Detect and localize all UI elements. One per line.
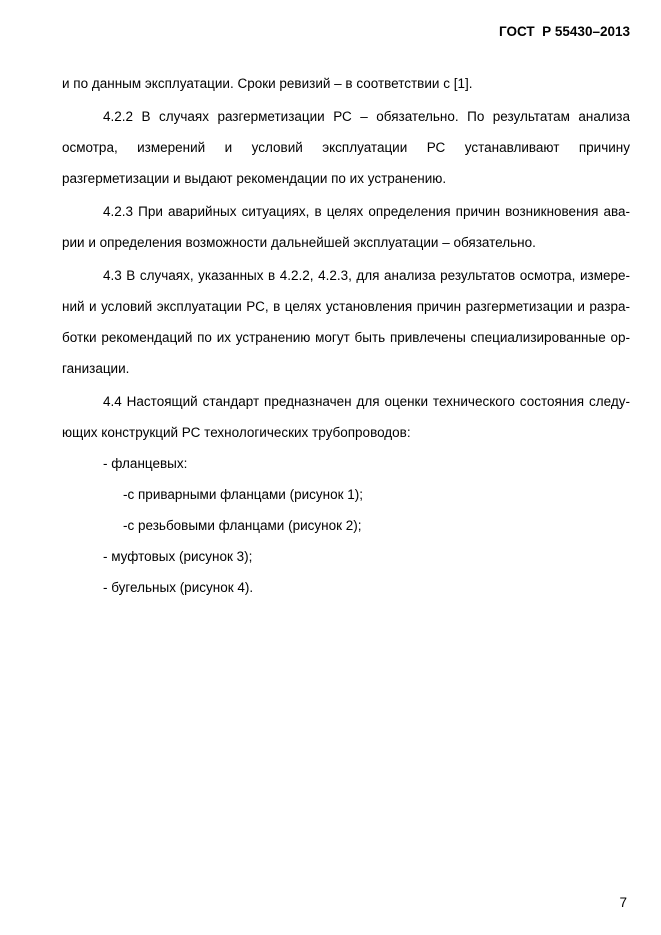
document-header: ГОСТ Р 55430–2013 xyxy=(499,24,630,39)
paragraph-4-2-3: 4.2.3 При аварийных ситуациях, в целях определения причин возникновения аварии и определения возможности дальнейшей эксплуатации – обязательно. xyxy=(62,204,630,250)
list-item-coupling: - муфтовых (рисунок 3); xyxy=(103,549,253,564)
list-item-flanged: - фланцевых: xyxy=(103,456,188,471)
paragraph-4-2-2: 4.2.2 В случаях разгерметизации РС – обязательно. По результатам анализа осмотра, измерений и условий эксплуатации РС устанавливают причину разгерметизации и выдают рекомендации по их устранению. xyxy=(62,109,630,186)
document-body xyxy=(62,68,630,603)
paragraph-continuation: и по данным эксплуатации. Сроки ревизий – в соответствии с [1]. xyxy=(62,76,473,91)
list-item-welded-flanges: -с приварными фланцами (рисунок 1); xyxy=(123,487,364,502)
paragraph-4-4: 4.4 Настоящий стандарт предназначен для оценки технического состояния следующих конструкций РС технологических трубопроводов: xyxy=(62,394,630,440)
paragraph-4-3: 4.3 В случаях, указанных в 4.2.2, 4.2.3, для анализа результатов осмотра, измерений и условий эксплуатации РС, в целях установления причин разгерметизации и разработки рекомендаций по их устранению могут быть привлечены специализированные организации. xyxy=(62,268,630,376)
list-item-clamp: - бугельных (рисунок 4). xyxy=(103,580,254,595)
page-number: 7 xyxy=(619,895,627,910)
list-item-threaded-flanges: -с резьбовыми фланцами (рисунок 2); xyxy=(123,518,362,533)
